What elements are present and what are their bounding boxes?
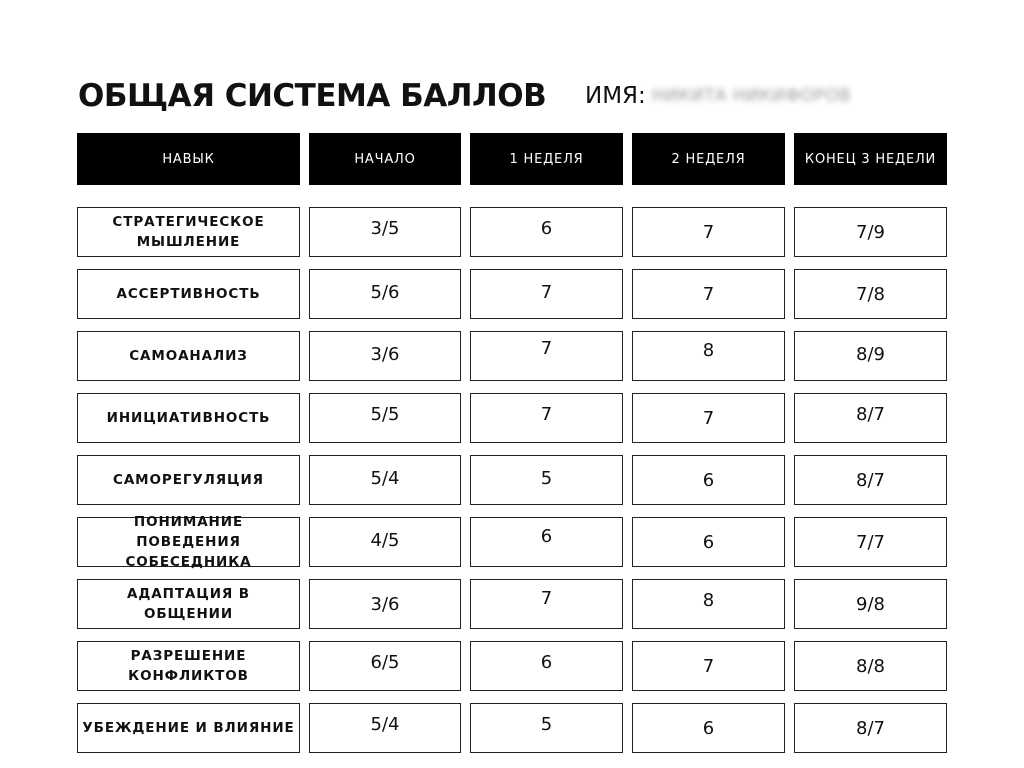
score-cell-week1	[470, 269, 623, 319]
score-value: 3/6	[370, 593, 400, 615]
page-title: ОБЩАЯ СИСТЕМА БАЛЛОВ	[78, 78, 547, 114]
score-cell-end	[794, 269, 947, 319]
score-value: 7/7	[856, 531, 885, 553]
skill-name: РАЗРЕШЕНИЕ КОНФЛИКТОВ	[128, 648, 249, 684]
score-value: 6/5	[370, 651, 400, 673]
skill-cell	[77, 514, 300, 570]
score-value: 7	[702, 655, 715, 677]
score-value: 7/9	[856, 221, 885, 243]
score-value: 6	[540, 651, 553, 673]
skill-name: САМОАНАЛИЗ	[129, 348, 248, 364]
score-cell-end	[794, 517, 947, 567]
skill-name: АДАПТАЦИЯ В ОБЩЕНИИ	[127, 586, 250, 622]
score-cell-end	[794, 207, 947, 257]
name-label: ИМЯ:	[585, 83, 646, 109]
score-value: 3/5	[370, 217, 400, 239]
header-skill: НАВЫК	[77, 133, 300, 185]
score-cell-week2	[632, 207, 785, 257]
score-value: 8/9	[856, 343, 885, 365]
score-value: 8/7	[856, 403, 885, 425]
score-cell-end	[794, 455, 947, 505]
score-cell-week1	[470, 579, 623, 629]
score-value: 4/5	[370, 529, 400, 551]
score-value: 7	[540, 337, 553, 359]
score-value: 6	[702, 717, 715, 739]
score-value: 5	[540, 713, 553, 735]
score-cell-week2	[632, 517, 785, 567]
skill-name: ПОНИМАНИЕ ПОВЕДЕНИЯ СОБЕСЕДНИКА	[125, 514, 252, 570]
score-cell-start	[309, 207, 461, 257]
score-cell-week1	[470, 331, 623, 381]
header-end: КОНЕЦ 3 НЕДЕЛИ	[794, 133, 947, 185]
score-cell-week1	[470, 641, 623, 691]
score-cell-end	[794, 641, 947, 691]
score-cell-start	[309, 269, 461, 319]
score-value: 5/4	[370, 467, 400, 489]
score-cell-end	[794, 331, 947, 381]
score-cell-start	[309, 393, 461, 443]
score-cell-end	[794, 703, 947, 753]
score-value: 8/7	[856, 717, 885, 739]
skill-cell	[77, 207, 300, 257]
skill-name: УБЕЖДЕНИЕ И ВЛИЯНИЕ	[82, 720, 295, 736]
score-value: 7	[540, 587, 553, 609]
score-cell-start	[309, 331, 461, 381]
score-value: 7/8	[856, 283, 885, 305]
score-value: 6	[540, 217, 553, 239]
score-cell-start	[309, 455, 461, 505]
score-cell-start	[309, 703, 461, 753]
score-cell-week2	[632, 579, 785, 629]
score-cell-start	[309, 579, 461, 629]
score-cell-week2	[632, 455, 785, 505]
score-value: 5/5	[370, 403, 400, 425]
score-value: 7	[540, 403, 553, 425]
score-value: 5/4	[370, 713, 400, 735]
skill-cell	[77, 455, 300, 505]
skill-cell	[77, 641, 300, 691]
score-value: 9/8	[856, 593, 885, 615]
score-value: 7	[540, 281, 553, 303]
skill-cell	[77, 331, 300, 381]
score-value: 7	[702, 407, 715, 429]
score-cell-week2	[632, 641, 785, 691]
header-start: НАЧАЛО	[309, 133, 461, 185]
score-value: 3/6	[370, 343, 400, 365]
score-cell-week1	[470, 207, 623, 257]
score-value: 7	[702, 283, 715, 305]
score-cell-week1	[470, 703, 623, 753]
score-cell-week1	[470, 517, 623, 567]
skill-name: СТРАТЕГИЧЕСКОЕ МЫШЛЕНИЕ	[112, 214, 265, 250]
score-cell-week1	[470, 393, 623, 443]
skill-name: АССЕРТИВНОСТЬ	[116, 286, 261, 302]
score-cell-end	[794, 393, 947, 443]
skill-cell	[77, 703, 300, 753]
skill-cell	[77, 579, 300, 629]
header-week1: 1 НЕДЕЛЯ	[470, 133, 623, 185]
score-value: 7	[702, 221, 715, 243]
score-value: 6	[702, 531, 715, 553]
score-cell-week2	[632, 703, 785, 753]
skill-name: ИНИЦИАТИВНОСТЬ	[106, 410, 271, 426]
score-cell-end	[794, 579, 947, 629]
score-value: 6	[702, 469, 715, 491]
score-value: 8	[702, 339, 715, 361]
score-cell-week1	[470, 455, 623, 505]
score-value: 5/6	[370, 281, 400, 303]
score-cell-start	[309, 517, 461, 567]
skill-cell	[77, 269, 300, 319]
score-value: 8/7	[856, 469, 885, 491]
score-cell-week2	[632, 331, 785, 381]
name-value: НИКИТА НИКИФОРОВ	[651, 86, 852, 106]
score-value: 8/8	[856, 655, 885, 677]
score-value: 6	[540, 525, 553, 547]
skill-cell	[77, 393, 300, 443]
score-cell-week2	[632, 393, 785, 443]
score-cell-week2	[632, 269, 785, 319]
header-week2: 2 НЕДЕЛЯ	[632, 133, 785, 185]
score-value: 5	[540, 467, 553, 489]
skill-name: САМОРЕГУЛЯЦИЯ	[113, 472, 264, 488]
score-cell-start	[309, 641, 461, 691]
score-value: 8	[702, 589, 715, 611]
